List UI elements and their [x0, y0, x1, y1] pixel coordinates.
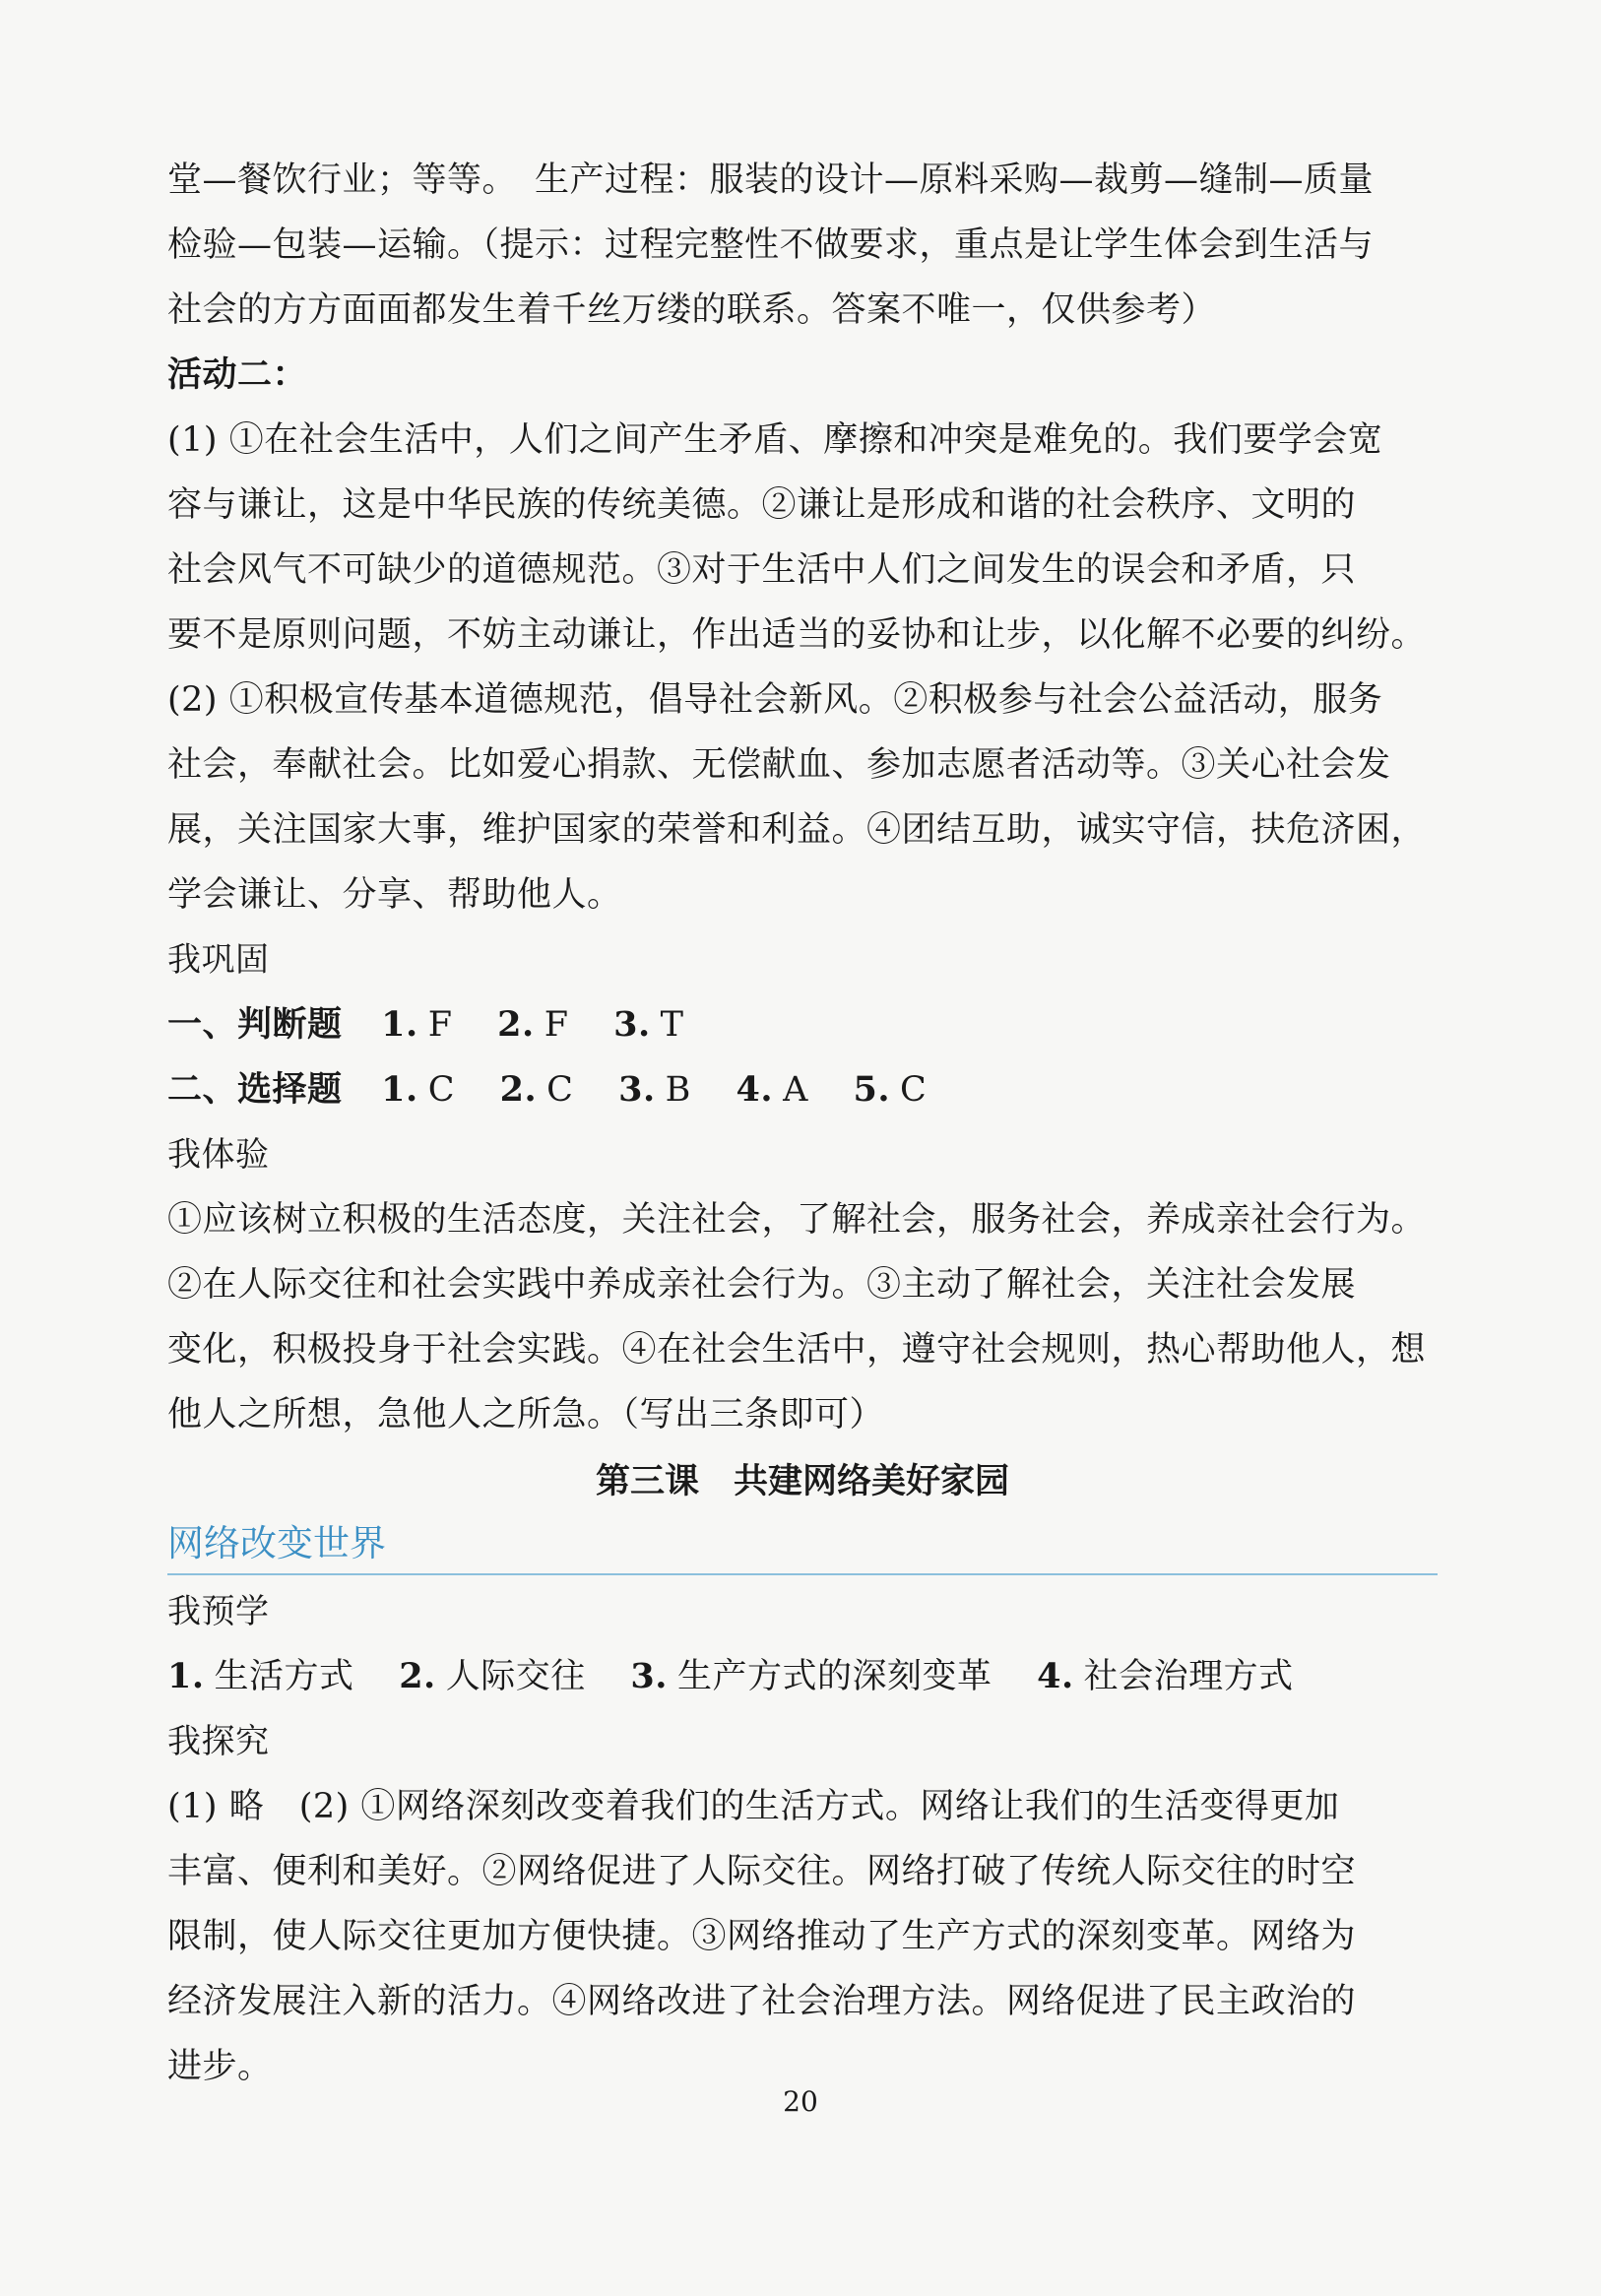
answer-number: 5. — [853, 1069, 891, 1110]
text-line: 学会谦让、分享、帮助他人。 — [167, 875, 622, 915]
answer-number: 3. — [630, 1656, 668, 1696]
text-line: 社会的方方面面都发生着千丝万缕的联系。答案不唯一，仅供参考） — [167, 290, 1217, 330]
answer-number: 3. — [613, 1004, 651, 1045]
answer-value: A — [783, 1070, 808, 1110]
text-line: (1) ①在社会生活中，人们之间产生矛盾、摩擦和冲突是难免的。我们要学会宽 — [167, 420, 1383, 460]
text-line: 限制，使人际交往更加方便快捷。③网络推动了生产方式的深刻变革。网络为 — [167, 1917, 1357, 1956]
answer-value: C — [546, 1070, 574, 1110]
answer-value: T — [660, 1005, 684, 1045]
tiyan-label: 我体验 — [167, 1135, 270, 1175]
answer-number: 2. — [497, 1004, 535, 1045]
lesson-title: 第三课 共建网络美好家园 — [595, 1462, 1009, 1501]
text-line: 丰富、便利和美好。②网络促进了人际交往。网络打破了传统人际交往的时空 — [167, 1852, 1357, 1891]
text-line: ①应该树立积极的生活态度，关注社会，了解社会，服务社会，养成亲社会行为。 — [167, 1200, 1427, 1240]
answer-value: 社会治理方式 — [1083, 1657, 1294, 1696]
answer-number: 1. — [167, 1656, 205, 1696]
text-line: 进步。 — [167, 2047, 273, 2086]
text-line: 要不是原则问题，不妨主动谦让，作出适当的妥协和让步，以化解不必要的纠纷。 — [167, 615, 1427, 655]
text-line: ②在人际交往和社会实践中养成亲社会行为。③主动了解社会，关注社会发展 — [167, 1265, 1357, 1305]
gonggu-label: 我巩固 — [167, 940, 270, 980]
answer-value: C — [427, 1070, 455, 1110]
yuxue-label: 我预学 — [167, 1592, 270, 1631]
answer-value: F — [427, 1005, 453, 1045]
tanjiu-label: 我探究 — [167, 1722, 270, 1761]
answer-value: 生产方式的深刻变革 — [676, 1657, 993, 1696]
text-line: (1) 略 (2) ①网络深刻改变着我们的生活方式。网络让我们的生活变得更加 — [167, 1787, 1340, 1826]
yuxue-answers — [167, 1644, 1438, 1709]
answer-number: 4. — [736, 1069, 774, 1110]
answer-number: 1. — [381, 1069, 418, 1110]
page-content — [167, 148, 1438, 2099]
judge-label: 一、判断题 — [167, 1005, 343, 1045]
text-line: 容与谦让，这是中华民族的传统美德。②谦让是形成和谐的社会秩序、文明的 — [167, 485, 1357, 525]
text-line: (2) ①积极宣传基本道德规范，倡导社会新风。②积极参与社会公益活动，服务 — [167, 680, 1383, 720]
text-line: 检验—包装—运输。（提示：过程完整性不做要求，重点是让学生体会到生活与 — [167, 225, 1375, 265]
section-title: 网络改变世界 — [167, 1514, 1438, 1575]
answer-number: 2. — [399, 1656, 436, 1696]
answer-value: F — [544, 1005, 569, 1045]
choice-answers — [167, 1057, 1438, 1122]
choice-label: 二、选择题 — [167, 1070, 343, 1110]
answer-number: 2. — [499, 1069, 538, 1110]
page-number: 20 — [783, 2085, 818, 2118]
text-line: 社会风气不可缺少的道德规范。③对于生活中人们之间发生的误会和矛盾，只 — [167, 550, 1357, 590]
answer-number: 3. — [618, 1069, 656, 1110]
answer-number: 4. — [1037, 1656, 1074, 1696]
text-line: 社会，奉献社会。比如爱心捐款、无偿献血、参加志愿者活动等。③关心社会发 — [167, 745, 1391, 785]
text-line: 变化，积极投身于社会实践。④在社会生活中，遵守社会规则，热心帮助他人，想 — [167, 1330, 1427, 1370]
judge-answers — [167, 992, 1438, 1057]
activity2-heading: 活动二： — [167, 355, 308, 395]
text-line: 经济发展注入新的活力。④网络改进了社会治理方法。网络促进了民主政治的 — [167, 1982, 1357, 2021]
text-line: 他人之所想，急他人之所急。（写出三条即可） — [167, 1395, 885, 1435]
text-line: 展，关注国家大事，维护国家的荣誉和利益。④团结互助，诚实守信，扶危济困， — [167, 810, 1427, 850]
answer-value: 人际交往 — [445, 1657, 586, 1696]
answer-value: B — [665, 1070, 691, 1110]
answer-value: 生活方式 — [214, 1657, 354, 1696]
answer-number: 1. — [381, 1004, 418, 1045]
text-line: 堂—餐饮行业；等等。 生产过程：服装的设计—原料采购—裁剪—缝制—质量 — [167, 160, 1375, 200]
answer-value: C — [900, 1070, 928, 1110]
